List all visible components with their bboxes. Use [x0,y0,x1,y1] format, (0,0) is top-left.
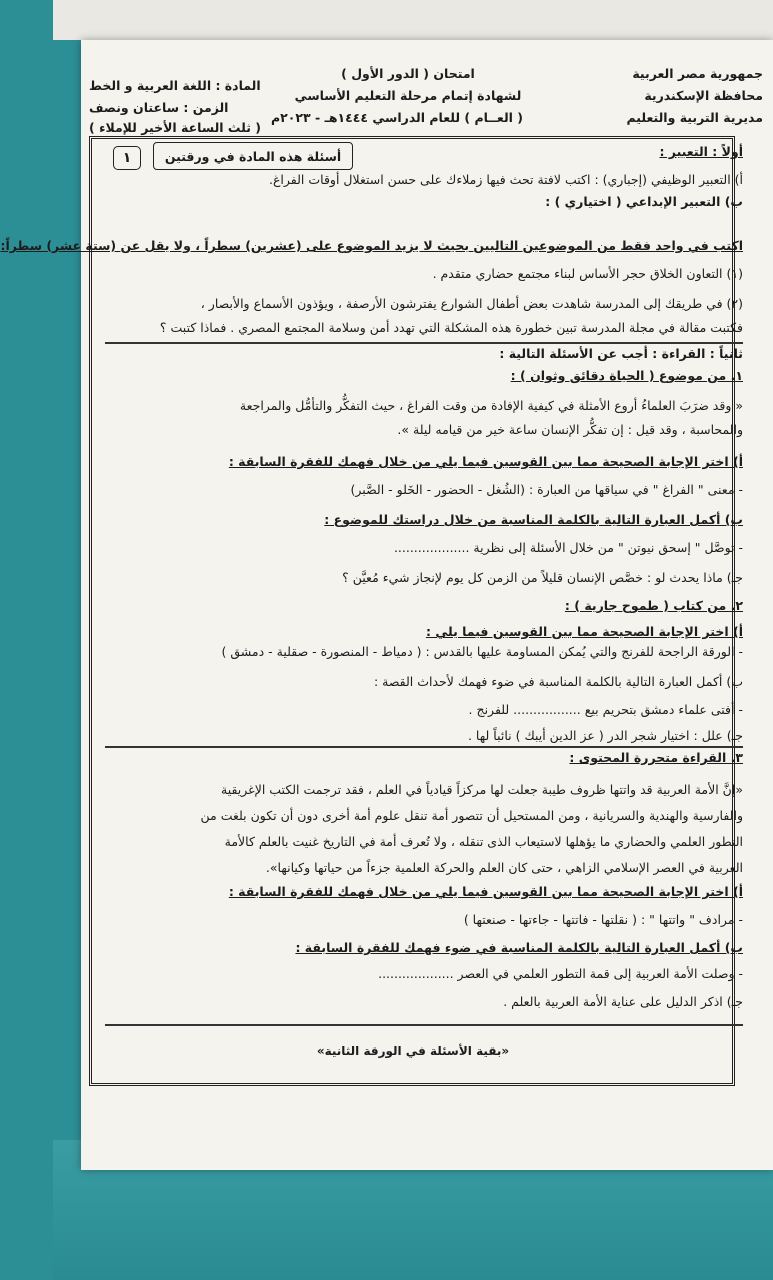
header-duration: الزمن : ساعتان ونصف [89,100,229,115]
divider [105,342,743,344]
q1c-item: جـ) ماذا يحدث لو : خصَّص الإنسان قليلاً من الزمن كل يوم لإنجاز شيء مُعيَّن ؟ [342,570,743,585]
passage-1-line-2: والمحاسبة ، وقد قيل : إن تفكُّر الإنسان ساعة خير من قيامه ليلة ». [397,422,743,437]
q3a-item: - مرادف " واتتها " : ( نقلتها - فاتتها - جاءتها - صنعتها ) [463,912,743,927]
q2a-instructions: أ) اختر الإجابة الصحيحة مما بين القوسين فيما يلي : [425,624,743,639]
question-functional-expression: أ) التعبير الوظيفي (إجباري) : اكتب لافتة تحث فيها زملاءك على حسن استغلال أوقات الفراغ. [269,172,743,187]
reading-topic-1-title: ١. من موضوع ( الحياة دقائق وثوان ) : [510,368,743,383]
section-title-reading: ثانياً : القراءة : أجب عن الأسئلة التالية : [499,346,743,361]
q2a-item: - الورقة الراجحة للفرنج والتي يُمكن المساومة عليها بالقدس : ( دمياط - المنصورة - صقلية - دمشق ) [221,644,743,659]
q2b-instructions: ب) أكمل العبارة التالية بالكلمة المناسبة في ضوء فهمك لأحداث القصة : [373,674,743,689]
q1b-item: - توصَّل " إسحق نيوتن " من خلال الأسئلة إلى نظرية ................... [393,540,743,555]
passage-2-line-3: التطور العلمي والحضاري ما يؤهلها لاستيعاب الذى تنقله ، ولا تُعرف أمة في التاريخ غنيت بالعلم كالأمة [224,834,743,849]
header-country: جمهورية مصر العربية [632,66,763,81]
q3c-item: جـ) اذكر الدليل على عناية الأمة العربية بالعلم . [503,994,743,1009]
topic-2-line-1: (٢) في طريقك إلى المدرسة شاهدت بعض أطفال الشوارع يفترشون الأرصفة ، ويؤذون الأسماع والأبصار ، [200,296,743,311]
q2b-item: - أفتى علماء دمشق بتحريم بيع ................. للفرنج . [468,702,743,717]
continued-note: «بقية الأسئلة في الورقة الثانية» [316,1044,510,1058]
header-governorate: محافظة الإسكندرية [644,88,763,103]
q2c-item: جـ) علل : اختيار شجر الدر ( عز الدين أيبك ) نائباً لها . [467,728,743,743]
page-number: ١ [113,146,141,170]
passage-1-line-1: « وقد ضرَبَ العلماءُ أروع الأمثلة في كيفية الإفادة من وقت الفراغ ، حيث التفكُّر والتأمُّل والمراجعة [239,398,743,413]
header-academic-year: ( العــام ) للعام الدراسي ١٤٤٤هـ - ٢٠٢٣م [270,110,523,125]
q3b-item: - وصلت الأمة العربية إلى قمة التطور العلمي في العصر ................... [378,966,743,981]
q3b-instructions: ب) أكمل العبارة التالية بالكلمة المناسبة في ضوء فهمك للفقرة السابقة : [295,940,743,955]
header-certificate: لشهادة إتمام مرحلة التعليم الأساسي [294,88,522,103]
header-directorate: مديرية التربية والتعليم [626,110,763,125]
paper-top-edge [53,0,773,40]
creative-instructions: اكتب في واحد فقط من الموضوعين التاليين بحيث لا يزيد الموضوع على (عشرين) سطراً ، ولا يقل عن (ستة عشر) سطراً: [0,238,743,253]
topic-1: (١) التعاون الخلاق حجر الأساس لبناء مجتمع حضاري متقدم . [432,266,743,281]
q1a-item: - معنى " الفراغ " في سياقها من العبارة : (الشُغل - الحضور - الخَلو - الصَّبر) [350,482,743,497]
unseen-reading-title: ٣. القراءة متحررة المحتوى : [569,750,743,765]
section-title-expression: أولاً : التعبير : [659,144,743,159]
passage-2-line-2: والفارسية والهندية والسريانية ، ومن المستحيل أن تتصور أمة تنقل علوم أمة أخرى دون أن تكون بلغت من [200,808,743,823]
q1b-instructions: ب) أكمل العبارة التالية بالكلمة المناسبة من خلال دراستك للموضوع : [324,512,743,527]
q1a-instructions: أ) اختر الإجابة الصحيحة مما بين القوسين فيما يلي من خلال فهمك للفقرة السابقة : [228,454,743,469]
divider [105,1024,743,1026]
q3a-instructions: أ) اختر الإجابة الصحيحة مما بين القوسين فيما يلي من خلال فهمك للفقرة السابقة : [228,884,743,899]
passage-2-line-4: العربية في العصر الإسلامي الزاهي ، حتى كان العلم والحركة العلمية جزءاً من حياتها وكيانها». [265,860,743,875]
passage-2-line-1: «إنَّ الأمة العربية قد واتتها ظروف طيبة جعلت لها مركزاً قيادياً في العلم ، فقد ترجمت الكتب الإغريقية [221,782,743,797]
header-subject: المادة : اللغة العربية و الخط [89,78,261,93]
header-dictation-note: ( ثلث الساعة الأخير للإملاء ) [89,120,262,135]
header-exam-round: امتحان ( الدور الأول ) [341,66,475,81]
question-creative-expression: ب) التعبير الإبداعي ( اختياري ) : [545,194,743,209]
reading-topic-2-title: ٢. من كتاب ( طموح جارية ) : [564,598,743,613]
divider [105,746,743,748]
papers-count-box: أسئلة هذه المادة في ورقتين [153,142,353,170]
topic-2-line-2: فكتبت مقالة في مجلة المدرسة تبين خطورة هذه المشكلة التي تهدد أمن وسلامة المجتمع المصري . فماذا كتبت ؟ [159,320,743,335]
